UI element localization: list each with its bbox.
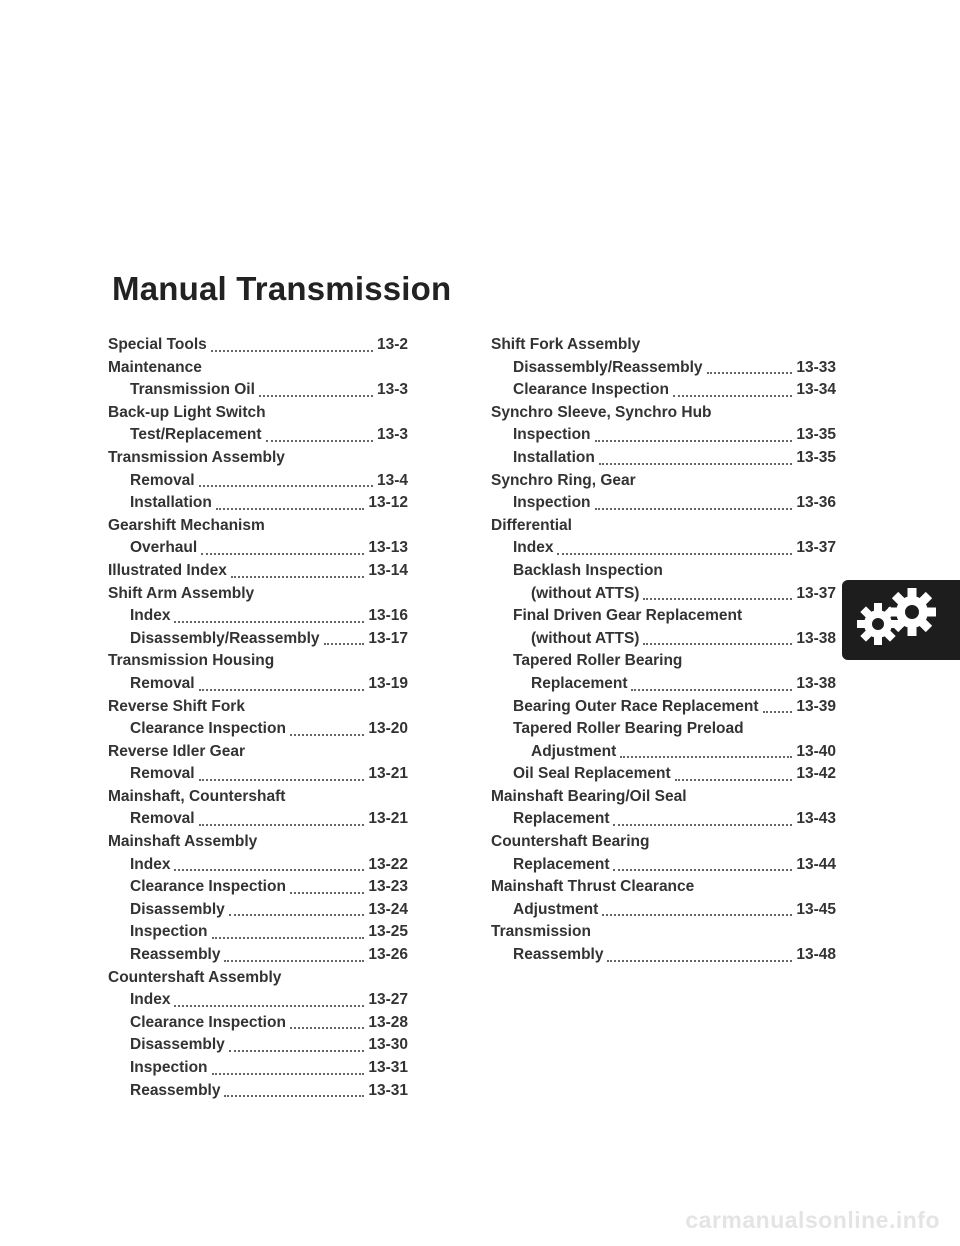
dot-leader	[673, 395, 792, 397]
toc-entry[interactable]	[108, 1012, 408, 1035]
dot-leader	[607, 960, 792, 962]
toc-entry-label: Clearance Inspection	[130, 878, 286, 896]
toc-entry-label: Clearance Inspection	[513, 381, 669, 399]
toc-entry[interactable]	[108, 605, 408, 628]
toc-entry[interactable]	[108, 808, 408, 831]
dot-leader	[216, 508, 365, 510]
toc-entry[interactable]	[108, 718, 408, 741]
toc-heading: Transmission Housing	[108, 652, 275, 670]
toc-heading: Synchro Sleeve, Synchro Hub	[491, 403, 712, 421]
dot-leader	[199, 485, 373, 487]
toc-page-number: 13-31	[368, 1081, 408, 1099]
toc-entry[interactable]	[108, 673, 408, 696]
toc-entry-label: Reassembly	[130, 1081, 221, 1099]
toc-entry[interactable]	[108, 424, 408, 447]
toc-entry[interactable]	[491, 628, 836, 651]
toc-entry-label-continued: Replacement	[531, 674, 628, 692]
dot-leader	[595, 440, 793, 442]
toc-page-number: 13-12	[368, 494, 408, 512]
toc-entry-label: Inspection	[513, 426, 591, 444]
toc-entry-label: Replacement	[513, 855, 610, 873]
dot-leader	[675, 779, 793, 781]
toc-entry[interactable]	[491, 447, 836, 470]
toc-heading: Mainshaft Assembly	[108, 833, 258, 851]
toc-entry-label: Final Driven Gear Replacement	[513, 607, 743, 625]
toc-entry[interactable]	[108, 560, 408, 583]
dot-leader	[229, 914, 365, 916]
dot-leader	[620, 756, 792, 758]
toc-entry[interactable]	[108, 763, 408, 786]
toc-entry-label: Overhaul	[130, 539, 198, 557]
toc-entry-label: Installation	[130, 494, 212, 512]
toc-entry[interactable]	[108, 628, 408, 651]
toc-entry-label: Disassembly/Reassembly	[130, 629, 320, 647]
toc-entry-label: Removal	[130, 471, 195, 489]
toc-entry[interactable]	[491, 741, 836, 764]
toc-page-number: 13-31	[368, 1059, 408, 1076]
toc-page-number: 13-25	[368, 923, 408, 941]
dot-leader	[290, 734, 364, 736]
toc-entry-label: Index	[130, 991, 171, 1009]
toc-entry[interactable]	[108, 1057, 408, 1080]
toc-page-number: 13-27	[368, 991, 408, 1009]
toc-page-number: 13-14	[368, 561, 408, 579]
toc-heading: Mainshaft, Countershaft	[108, 787, 286, 805]
toc-entry-label: Removal	[130, 765, 195, 783]
section-tab	[842, 580, 960, 660]
toc-entry[interactable]	[108, 334, 408, 357]
toc-heading: Gearshift Mechanism	[108, 516, 265, 534]
toc-entry[interactable]	[491, 944, 836, 967]
toc-entry-label: Replacement	[513, 810, 610, 828]
dot-leader	[224, 1095, 364, 1097]
toc-entry[interactable]	[491, 583, 836, 606]
toc-heading: Shift Fork Assembly	[491, 336, 641, 353]
toc-entry-label: Disassembly	[130, 1036, 225, 1054]
toc-right-column	[491, 334, 836, 967]
toc-heading: Transmission	[491, 923, 591, 941]
toc-page-number: 13-40	[796, 742, 836, 760]
toc-entry-label: Test/Replacement	[130, 426, 262, 444]
toc-entry-label: Special Tools	[108, 336, 207, 353]
toc-page-number: 13-22	[368, 855, 408, 873]
toc-entry-label: Illustrated Index	[108, 561, 227, 579]
toc-entry-label: Removal	[130, 810, 195, 828]
toc-page-number: 13-38	[796, 674, 836, 692]
toc-page-number: 13-43	[796, 810, 836, 828]
toc-heading: Synchro Ring, Gear	[491, 471, 636, 489]
toc-entry-label: Backlash Inspection	[513, 561, 663, 579]
dot-leader	[613, 869, 792, 871]
toc-entry[interactable]	[491, 854, 836, 877]
toc-page-number: 13-45	[796, 900, 836, 918]
toc-entry[interactable]	[491, 424, 836, 447]
toc-page-number: 13-17	[368, 629, 408, 647]
toc-entry[interactable]	[491, 537, 836, 560]
toc-entry-label: Clearance Inspection	[130, 720, 286, 738]
toc-entry[interactable]	[108, 989, 408, 1012]
toc-entry-label: Inspection	[130, 923, 208, 941]
dot-leader	[599, 463, 793, 465]
toc-page-number: 13-26	[368, 946, 408, 964]
toc-entry[interactable]	[491, 673, 836, 696]
toc-page-number: 13-28	[368, 1013, 408, 1031]
toc-entry[interactable]	[108, 876, 408, 899]
toc-entry-label: Installation	[513, 448, 595, 466]
toc-heading: Back-up Light Switch	[108, 403, 266, 421]
toc-entry[interactable]	[108, 492, 408, 515]
dot-leader	[259, 395, 373, 397]
toc-entry-label: Inspection	[130, 1059, 208, 1076]
toc-left-column	[108, 334, 408, 1102]
toc-page-number: 13-37	[796, 539, 836, 557]
toc-page-number: 13-35	[796, 448, 836, 466]
toc-heading: Differential	[491, 516, 572, 534]
dot-leader	[290, 1027, 364, 1029]
dot-leader	[199, 779, 365, 781]
dot-leader	[174, 1005, 364, 1007]
dot-leader	[643, 598, 792, 600]
dot-leader	[557, 553, 792, 555]
toc-entry[interactable]	[108, 944, 408, 967]
toc-entry-label-continued: (without ATTS)	[531, 629, 640, 647]
toc-entry-label: Index	[513, 539, 554, 557]
dot-leader	[224, 960, 364, 962]
dot-leader	[266, 440, 373, 442]
toc-page-number: 13-19	[368, 674, 408, 692]
toc-entry-label: Tapered Roller Bearing Preload	[513, 720, 744, 738]
dot-leader	[290, 892, 364, 894]
toc-entry[interactable]	[491, 492, 836, 515]
dot-leader	[763, 711, 793, 713]
toc-heading: Countershaft Assembly	[108, 968, 282, 986]
toc-entry[interactable]	[491, 808, 836, 831]
toc-heading: Reverse Idler Gear	[108, 742, 246, 760]
toc-page-number: 13-36	[796, 494, 836, 512]
dot-leader	[229, 1050, 365, 1052]
toc-page-number: 13-33	[796, 358, 836, 376]
toc-entry-label: Index	[130, 855, 171, 873]
toc-page-number: 13-34	[796, 381, 836, 399]
dot-leader	[199, 824, 365, 826]
dot-leader	[707, 372, 793, 374]
toc-page-number: 13-39	[796, 697, 836, 715]
toc-heading: Shift Arm Assembly	[108, 584, 255, 602]
dot-leader	[211, 350, 373, 352]
toc-page-number: 13-16	[368, 607, 408, 625]
toc-page-number: 13-2	[376, 336, 408, 353]
page-title: Manual Transmission	[112, 270, 452, 307]
toc-entry-label: Reassembly	[513, 946, 604, 964]
toc-heading: Mainshaft Thrust Clearance	[491, 878, 695, 896]
dot-leader	[212, 1073, 365, 1075]
toc-entry-label-continued: (without ATTS)	[531, 584, 640, 602]
toc-heading: Countershaft Bearing	[491, 833, 650, 851]
toc-page-number: 13-38	[796, 629, 836, 647]
toc-entry[interactable]	[491, 379, 836, 402]
toc-entry[interactable]	[108, 470, 408, 493]
watermark: carmanualsonline.info	[685, 1207, 940, 1233]
toc-entry-label: Inspection	[513, 494, 591, 512]
toc-entry-label: Disassembly	[130, 900, 225, 918]
toc-page-number: 13-4	[376, 471, 408, 489]
dot-leader	[602, 914, 792, 916]
toc-page-number: 13-44	[796, 855, 836, 873]
dot-leader	[212, 937, 365, 939]
toc-page-number: 13-3	[376, 381, 408, 399]
toc-entry-label: Tapered Roller Bearing	[513, 652, 683, 670]
toc-entry-label: Reassembly	[130, 946, 221, 964]
toc-page-number: 13-37	[796, 584, 836, 602]
toc-page-number: 13-23	[368, 878, 408, 896]
toc-entry[interactable]	[491, 763, 836, 786]
toc-page-number: 13-30	[368, 1036, 408, 1054]
toc-entry-label-continued: Adjustment	[531, 742, 617, 760]
toc-heading: Transmission Assembly	[108, 448, 285, 466]
toc-page-number: 13-13	[368, 539, 408, 557]
toc-heading: Reverse Shift Fork	[108, 697, 245, 715]
toc-entry[interactable]	[108, 921, 408, 944]
toc-page-number: 13-21	[368, 810, 408, 828]
dot-leader	[613, 824, 792, 826]
toc-entry[interactable]	[108, 899, 408, 922]
toc-page-number: 13-3	[376, 426, 408, 444]
toc-entry[interactable]	[491, 899, 836, 922]
toc-page-number: 13-24	[368, 900, 408, 918]
dot-leader	[595, 508, 793, 510]
dot-leader	[174, 869, 364, 871]
toc-entry[interactable]	[491, 357, 836, 380]
toc-entry[interactable]	[491, 696, 836, 719]
toc-heading: Maintenance	[108, 358, 202, 376]
toc-page-number: 13-21	[368, 765, 408, 783]
toc-entry-label: Clearance Inspection	[130, 1013, 286, 1031]
toc-entry-label: Transmission Oil	[130, 381, 255, 399]
toc-entry[interactable]	[108, 1034, 408, 1057]
toc-entry[interactable]	[108, 537, 408, 560]
toc-entry[interactable]	[108, 1080, 408, 1103]
toc-entry-label: Disassembly/Reassembly	[513, 358, 703, 376]
toc-entry-label: Index	[130, 607, 171, 625]
toc-entry[interactable]	[108, 854, 408, 877]
dot-leader	[631, 689, 792, 691]
toc-page-number: 13-48	[796, 946, 836, 964]
dot-leader	[199, 689, 365, 691]
dot-leader	[643, 643, 792, 645]
dot-leader	[231, 576, 364, 578]
gears-icon	[842, 580, 960, 660]
toc-entry-label: Removal	[130, 674, 195, 692]
toc-entry-label: Adjustment	[513, 900, 599, 918]
toc-entry-label: Oil Seal Replacement	[513, 765, 671, 783]
toc-page-number: 13-20	[368, 720, 408, 738]
dot-leader	[174, 621, 364, 623]
toc-entry-label: Bearing Outer Race Replacement	[513, 697, 759, 715]
dot-leader	[201, 553, 364, 555]
dot-leader	[324, 643, 365, 645]
toc-page-number: 13-42	[796, 765, 836, 783]
toc-entry[interactable]	[108, 379, 408, 402]
toc-page-number: 13-35	[796, 426, 836, 444]
toc-heading: Mainshaft Bearing/Oil Seal	[491, 787, 687, 805]
